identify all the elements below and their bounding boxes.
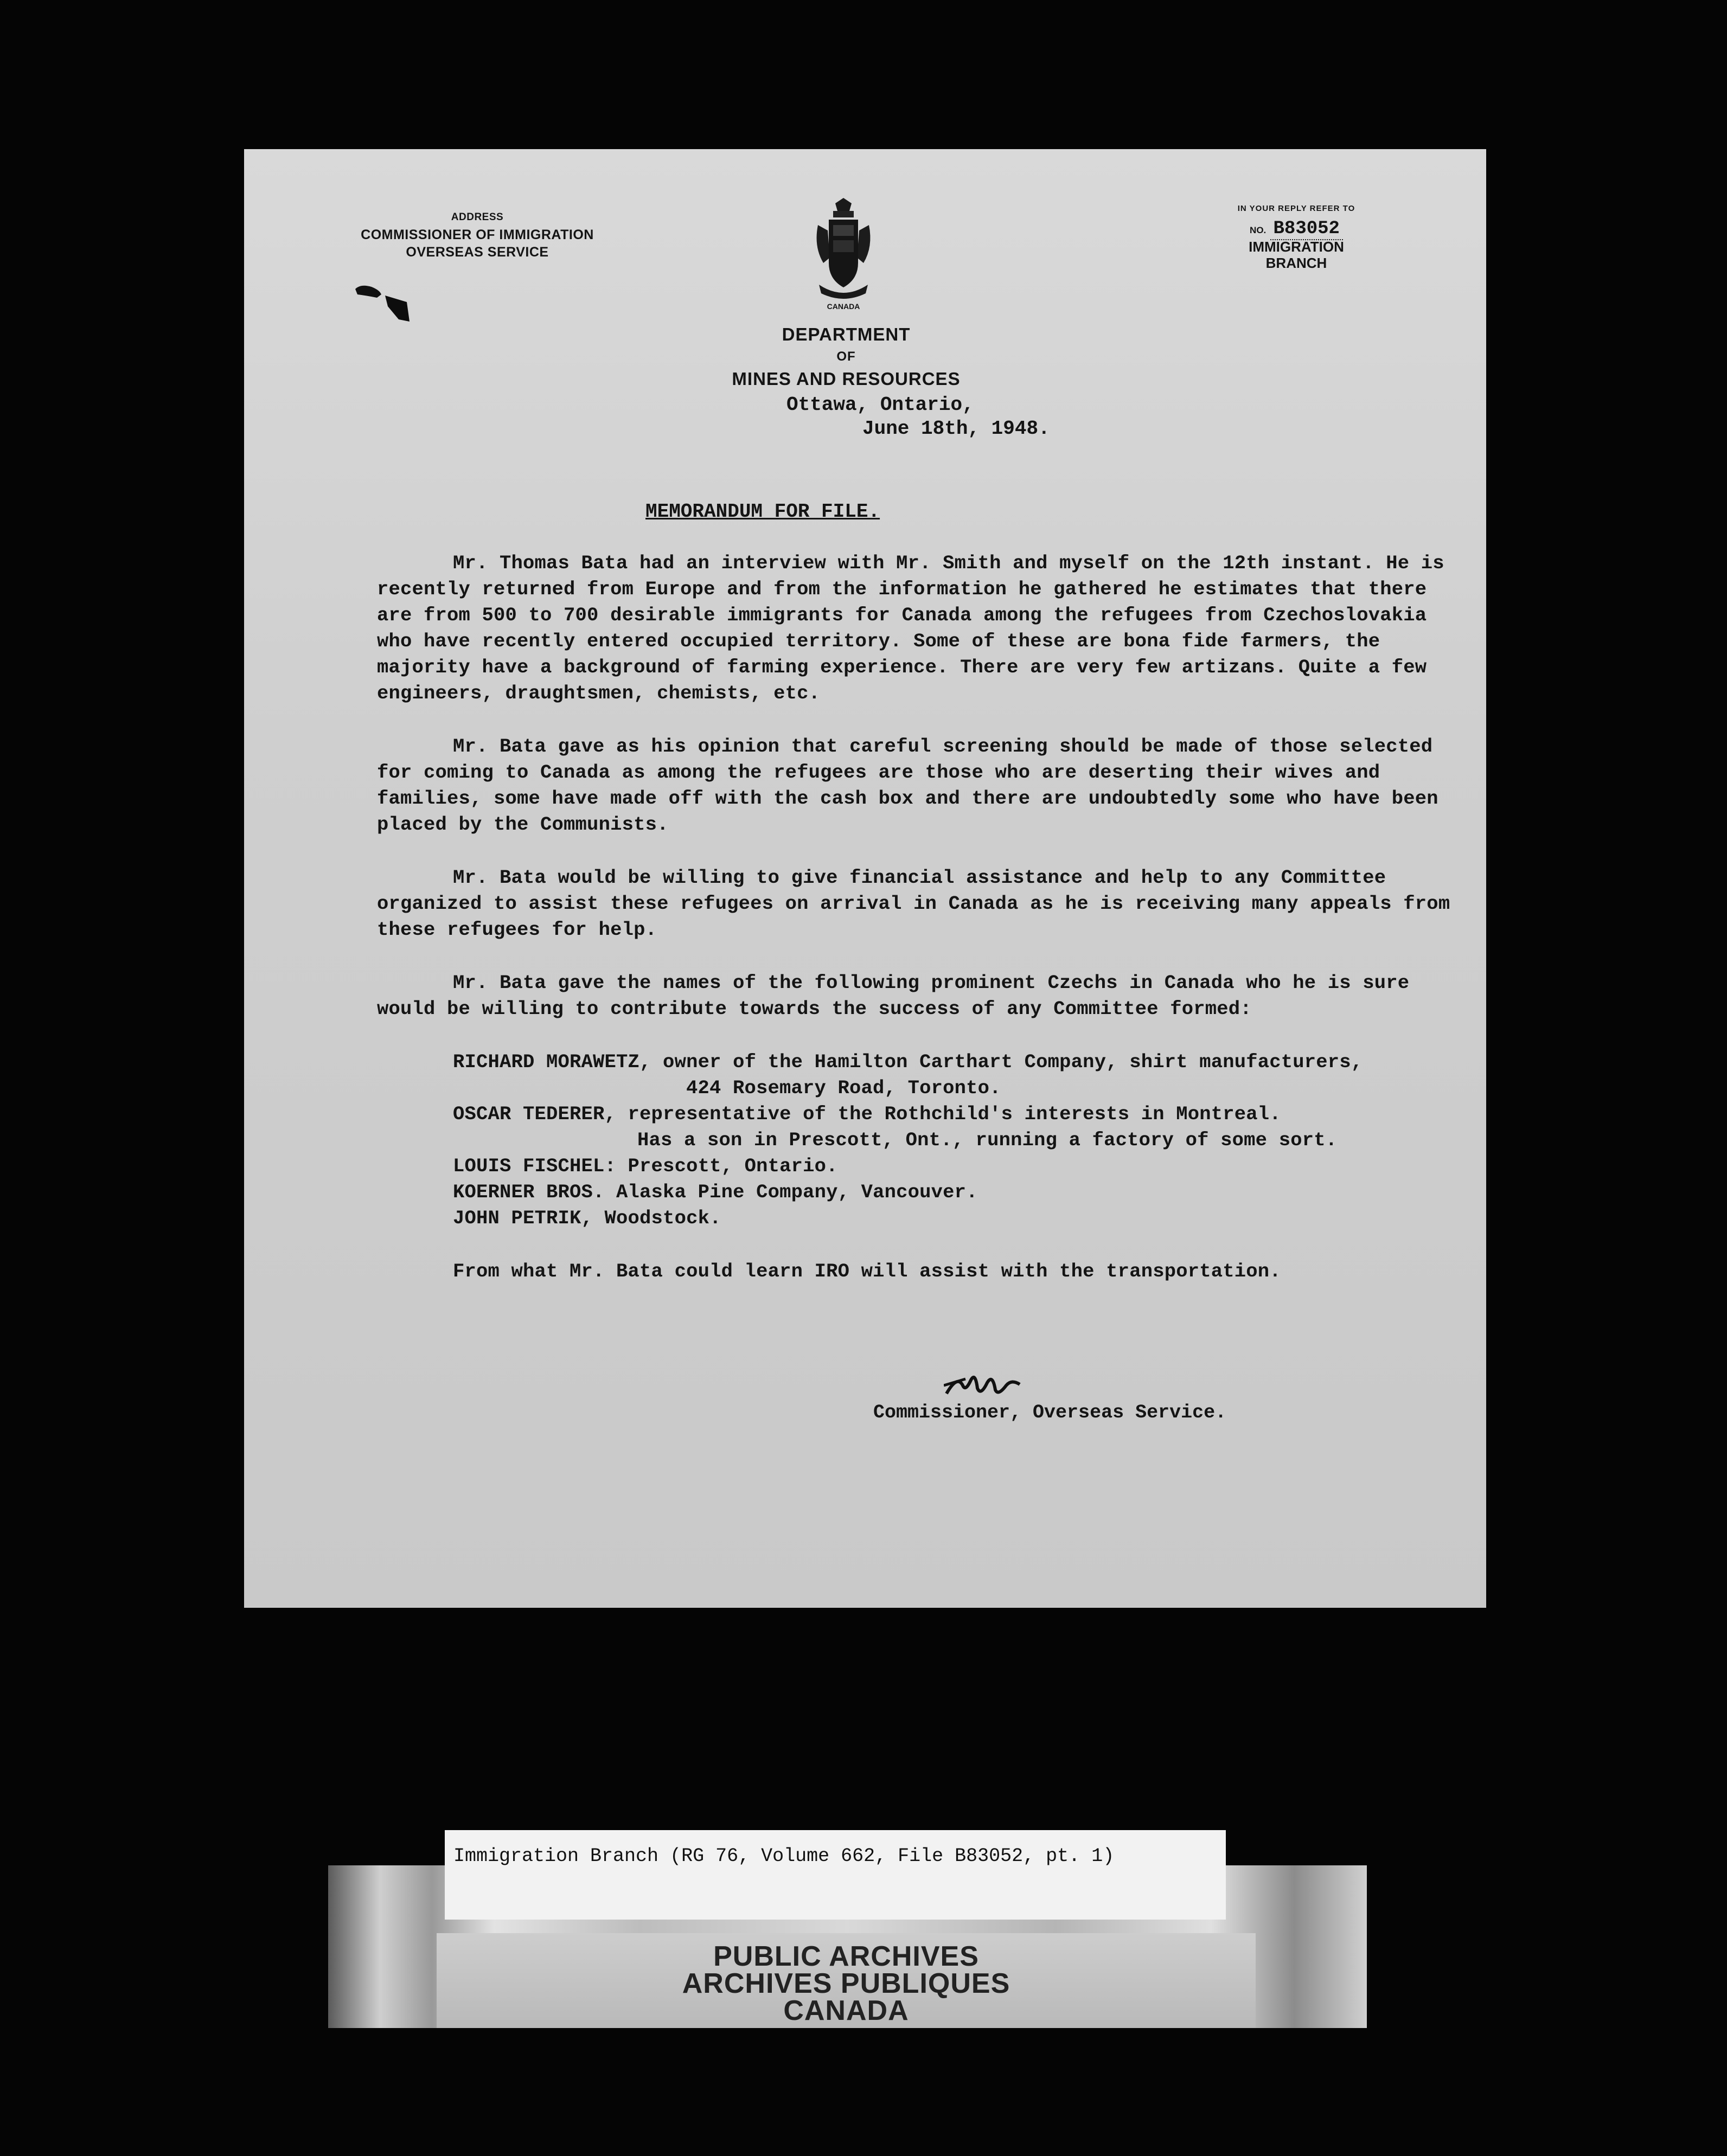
name-koerner: KOERNER BROS. Alaska Pine Company, Vancouver. — [453, 1181, 978, 1203]
paragraph-1: Mr. Thomas Bata had an interview with Mr. Smith and myself on the 12th instant. He is recently returned from Europe and from the information he gathered he estimates that there are from 500 to 700 desirable immigrants for Canada among the refugees from Czechoslovakia who have recently entered occupied territory. Some of these are bona fide farmers, the majority have a background of farming experience. There are very few artizans. Quite a few engineers, draughtsmen, chemists, etc. — [377, 552, 1444, 704]
paragraph-3: Mr. Bata would be willing to give financial assistance and help to any Committee organized to assist these refugees on arrival in Canada as he is receiving many appeals from these refugees for help. — [377, 867, 1450, 941]
reply-reference — [1182, 201, 1410, 271]
branch-line-1: IMMIGRATION — [1249, 239, 1344, 255]
name-petrik: JOHN PETRIK, Woodstock. — [453, 1207, 721, 1229]
reply-label: IN YOUR REPLY REFER TO — [1237, 204, 1355, 213]
department-line-2: OF — [836, 349, 856, 364]
address-line-1: COMMISSIONER OF IMMIGRATION — [361, 227, 594, 242]
no-label: NO. — [1250, 225, 1267, 235]
memo-title: MEMORANDUM FOR FILE. — [645, 501, 880, 523]
memo-body — [377, 550, 1462, 1285]
name-fischel: LOUIS FISCHEL: Prescott, Ontario. — [453, 1155, 838, 1177]
stamp-line-3: CANADA — [783, 1995, 909, 2026]
place: Ottawa, Ontario, — [786, 394, 974, 416]
stamp-line-1: PUBLIC ARCHIVES — [713, 1941, 979, 1972]
name-morawetz: RICHARD MORAWETZ, owner of the Hamilton Carthart Company, shirt manufacturers, — [453, 1051, 1363, 1073]
department-line-3: MINES AND RESOURCES — [732, 369, 961, 389]
archives-stamp — [437, 1933, 1256, 2028]
reference-line — [1182, 220, 1410, 239]
archive-label-text: Immigration Branch (RG 76, Volume 662, File B83052, pt. 1) — [453, 1845, 1115, 1867]
paragraph-2: Mr. Bata gave as his opinion that careful screening should be made of those selected for coming to Canada as among the refugees are those who are deserting their wives and families, some have made off with the cash box and there are undoubtedly some who have been placed by the Communists. — [377, 735, 1438, 836]
coat-of-arms-icon — [814, 198, 873, 301]
department-line-1: DEPARTMENT — [782, 324, 911, 344]
date: June 18th, 1948. — [862, 418, 1050, 440]
memo-page — [244, 149, 1486, 1608]
reference-number: B83052 — [1270, 219, 1343, 240]
address-line-2: OVERSEAS SERVICE — [406, 245, 549, 260]
signature-title: Commissioner, Overseas Service. — [873, 1402, 1227, 1423]
stamp-line-2: ARCHIVES PUBLIQUES — [682, 1968, 1010, 1999]
names-list — [453, 1049, 1462, 1231]
name-tederer-note: Has a son in Prescott, Ont., running a factory of some sort. — [637, 1129, 1338, 1151]
name-morawetz-address: 424 Rosemary Road, Toronto. — [686, 1077, 1001, 1099]
address-label: ADDRESS — [451, 211, 504, 223]
archives-stamp-text — [437, 1943, 1256, 2024]
crest-label: CANADA — [827, 302, 860, 311]
signature-initials-icon — [944, 1369, 1025, 1402]
letterhead-address — [331, 209, 624, 261]
department-heading — [694, 323, 998, 391]
branch-line-2: BRANCH — [1265, 255, 1327, 271]
place-date-block — [786, 393, 1050, 441]
closing-line: From what Mr. Bata could learn IRO will assist with the transportation. — [453, 1260, 1281, 1282]
name-tederer: OSCAR TEDERER, representative of the Rothchild's interests in Montreal. — [453, 1103, 1281, 1125]
archive-label-card — [445, 1830, 1226, 1920]
ink-blot-mark — [355, 279, 415, 323]
paragraph-4: Mr. Bata gave the names of the following prominent Czechs in Canada who he is sure would be willing to contribute towards the success of any Committee formed: — [377, 972, 1410, 1020]
